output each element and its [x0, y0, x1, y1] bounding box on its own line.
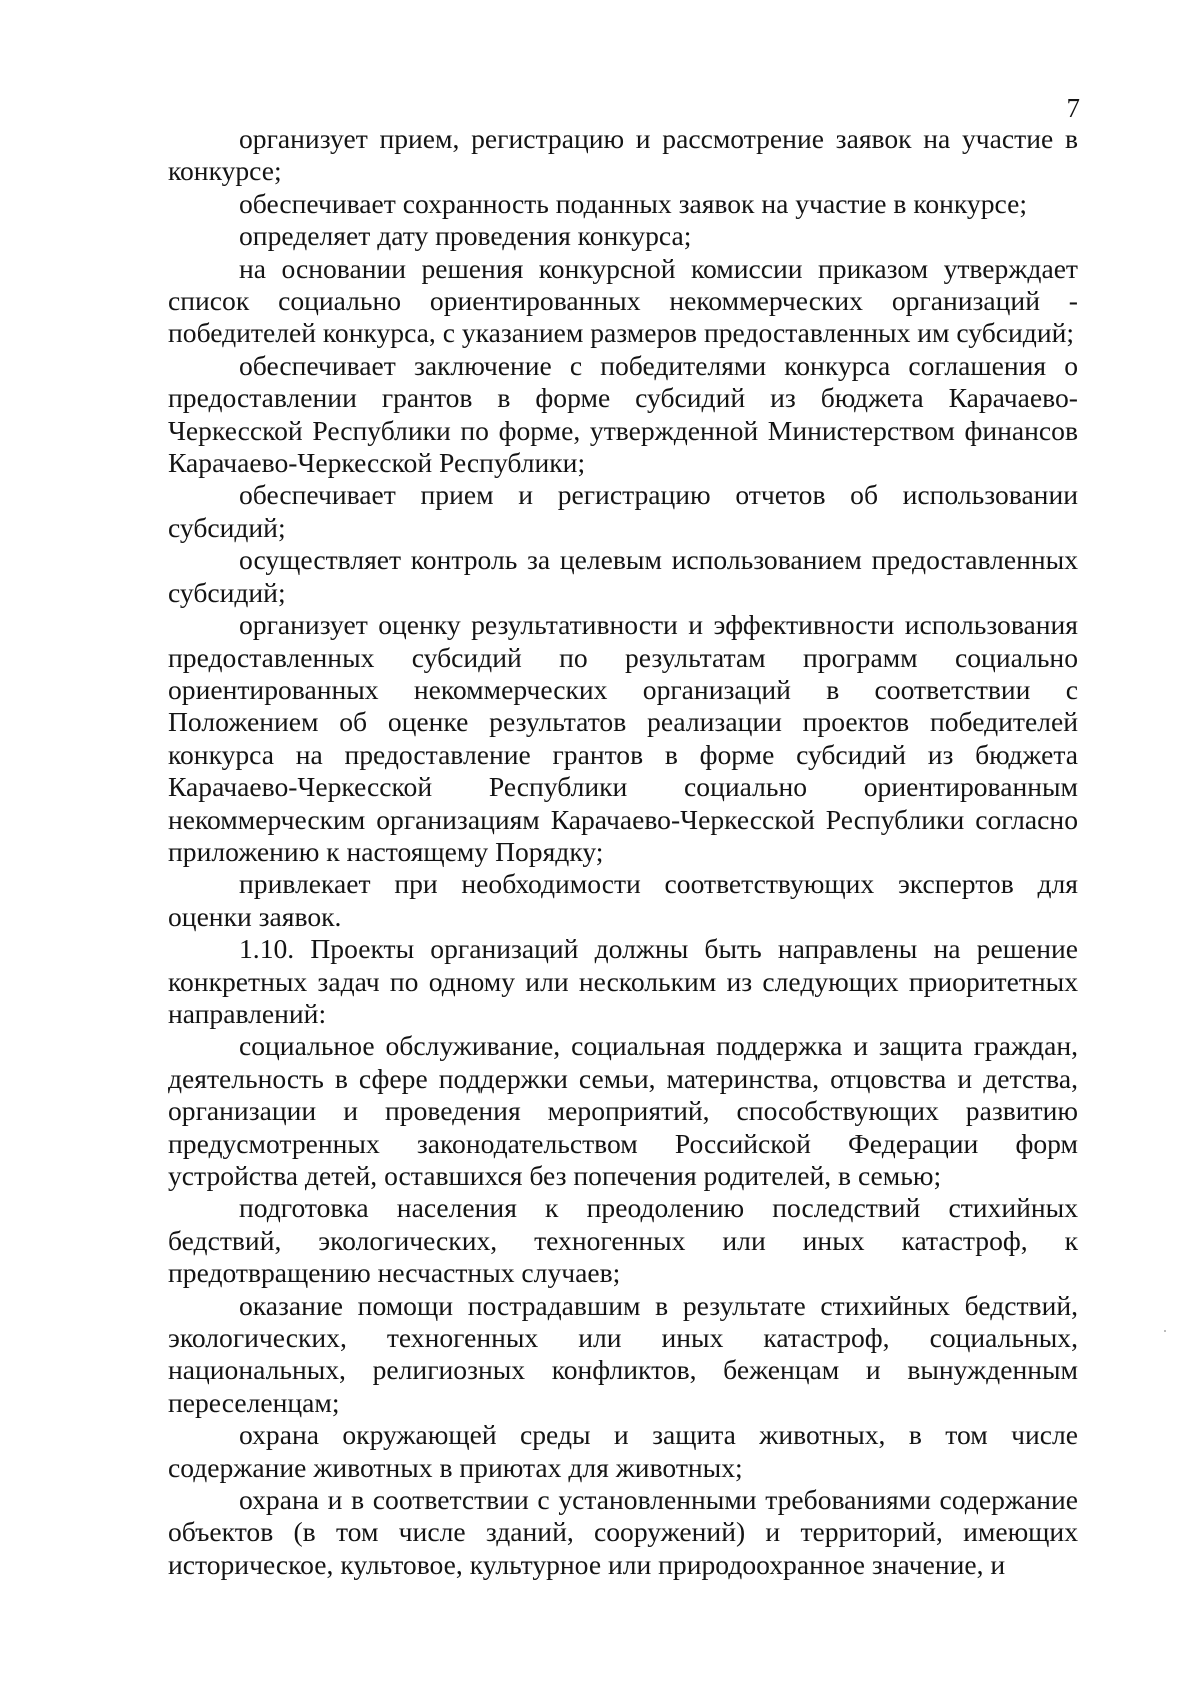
page-number: 7: [1066, 93, 1080, 123]
paragraph: определяет дату проведения конкурса;: [239, 220, 692, 252]
paragraph: обеспечивает прием и регистрацию отчетов об использовании субсидий;: [168, 479, 1078, 543]
paragraph: осуществляет контроль за целевым использованием предоставленных субсидий;: [168, 544, 1078, 608]
document-body: [168, 123, 1078, 1581]
paragraph: организует оценку результативности и эффективности использования предоставленных субсидий по результатам программ социально ориентированных некоммерческих организаций в соответствии с Положением об оценке результатов реализации проектов победителей конкурса на предоставление грантов в форме субсидий из бюджета Карачаево-Черкесской Республики социально ориентированным некоммерческим организациям Карачаево-Черкесской Республики согласно приложению к настоящему Порядку;: [168, 609, 1078, 867]
paragraph: обеспечивает сохранность поданных заявок на участие в конкурсе;: [239, 187, 1028, 219]
paragraph: обеспечивает заключение с победителями конкурса соглашения о предоставлении грантов в форме субсидий из бюджета Карачаево-Черкесской Республики по форме, утвержденной Министерством финансов Карачаево-Черкесской Республики;: [168, 349, 1078, 479]
scan-dot-mark: [1164, 1330, 1166, 1332]
paragraph: на основании решения конкурсной комиссии приказом утверждает список социально ориентированных некоммерческих организаций - победителей конкурса, с указанием размеров предоставленных им субсидий;: [168, 252, 1078, 349]
paragraph: охрана и в соответствии с установленными требованиями содержание объектов (в том числе зданий, сооружений) и территорий, имеющих историческое, культовое, культурное или природоохранное значение, и: [168, 1484, 1078, 1580]
paragraph: оказание помощи пострадавшим в результате стихийных бедствий, экологических, техногенных или иных катастроф, социальных, национальных, религиозных конфликтов, беженцам и вынужденным переселенцам;: [168, 1289, 1078, 1418]
section-paragraph-1-10: 1.10. Проекты организаций должны быть направлены на решение конкретных задач по одному или нескольким из следующих приоритетных направлений:: [168, 933, 1078, 1029]
paragraph: организует прием, регистрацию и рассмотрение заявок на участие в конкурсе;: [168, 123, 1078, 187]
paragraph: социальное обслуживание, социальная поддержка и защита граждан, деятельность в сфере поддержки семьи, материнства, отцовства и детства, организации и проведения мероприятий, способствующих развитию предусмотренных законодательством Российской Федерации форм устройства детей, оставшихся без попечения родителей, в семью;: [168, 1030, 1078, 1191]
paragraph: охрана окружающей среды и защита животных, в том числе содержание животных в приютах для животных;: [168, 1419, 1078, 1483]
paragraph: подготовка населения к преодолению последствий стихийных бедствий, экологических, техногенных или иных катастроф, к предотвращению несчастных случаев;: [168, 1192, 1078, 1289]
paragraph: привлекает при необходимости соответствующих экспертов для оценки заявок.: [168, 868, 1078, 932]
